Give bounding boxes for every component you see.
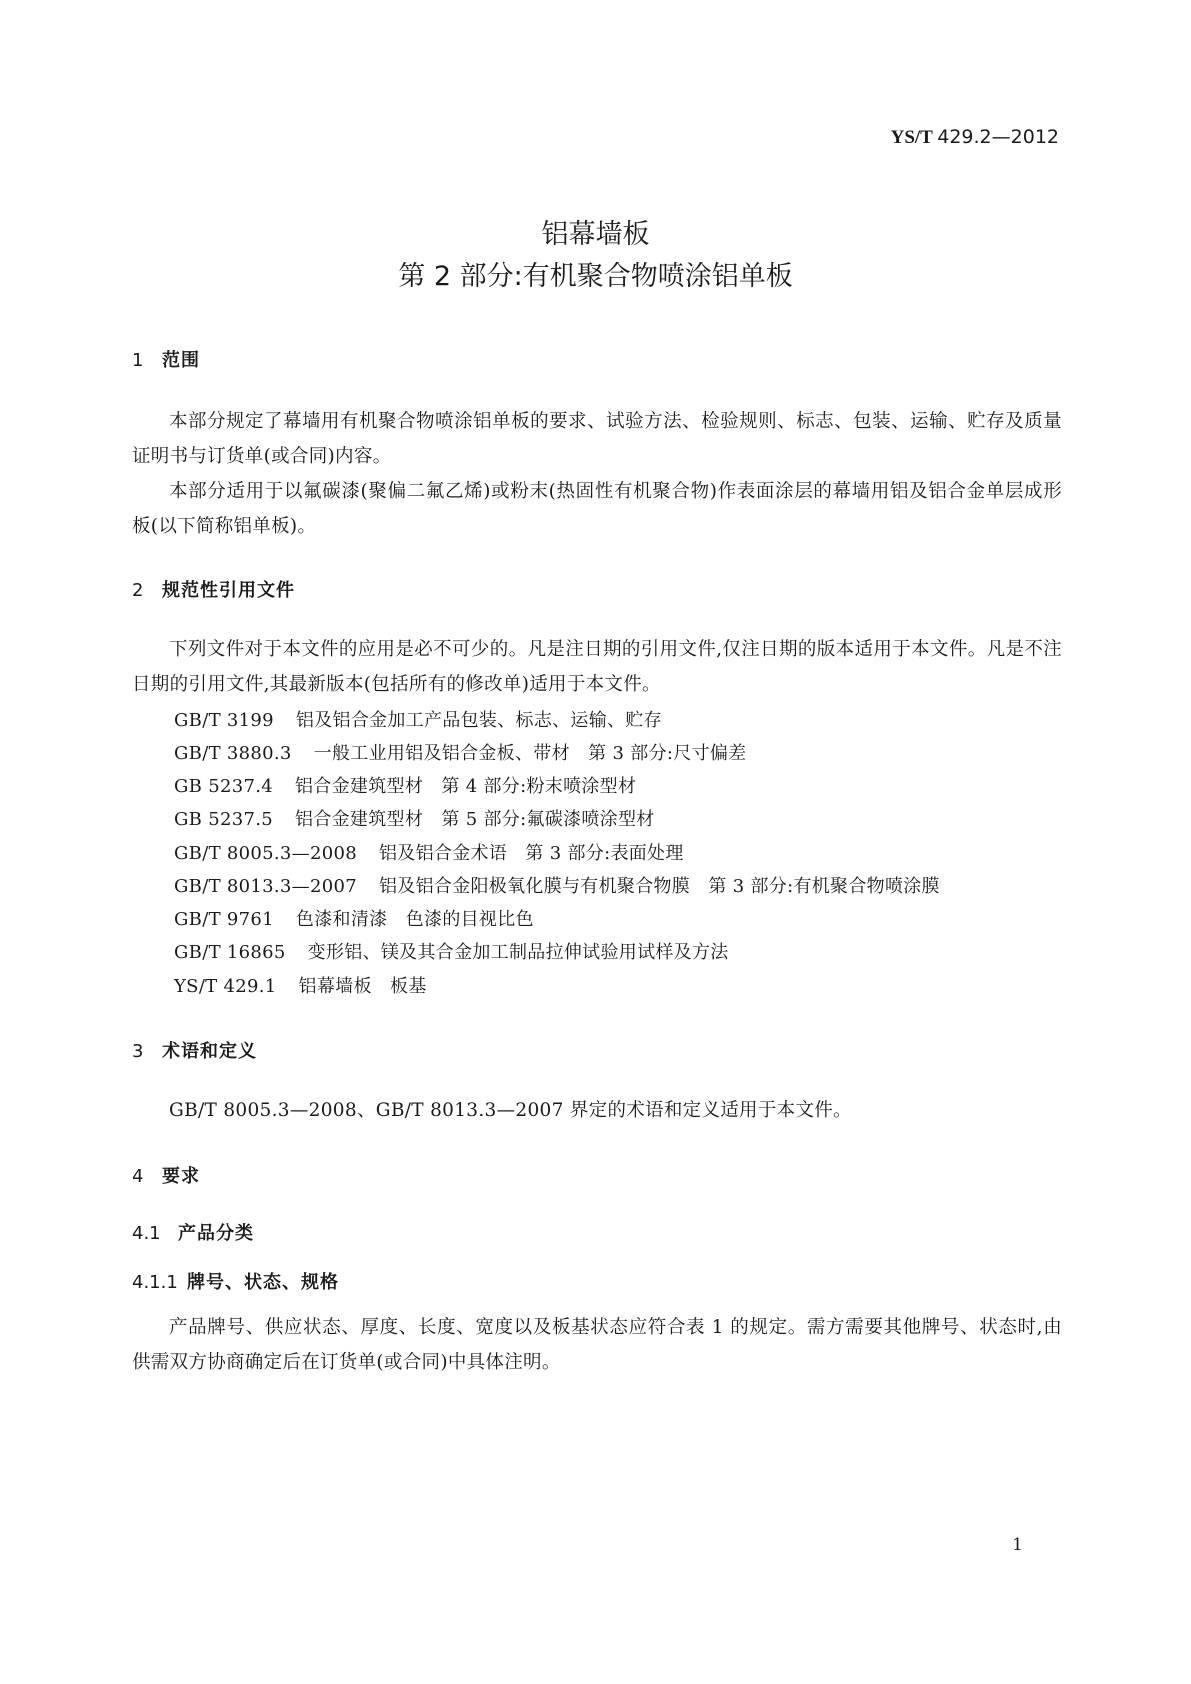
standard-code	[891, 126, 1059, 149]
reference-code: GB/T 8013.3—2007	[174, 876, 357, 897]
section-title: 范围	[162, 350, 200, 371]
section-2-heading	[132, 576, 295, 602]
section-title: 术语和定义	[162, 1041, 257, 1062]
reference-title: 一般工业用铝及铝合金板、带材 第 3 部分:尺寸偏差	[313, 743, 747, 764]
section-title: 规范性引用文件	[162, 580, 295, 601]
standard-number: 429.2—2012	[937, 126, 1059, 148]
section-number: 4.1	[132, 1223, 161, 1244]
reference-item	[174, 972, 427, 998]
section-title: 产品分类	[178, 1223, 254, 1244]
reference-code: YS/T 429.1	[174, 976, 277, 997]
reference-code: GB/T 9761	[174, 909, 274, 930]
section-3-heading	[132, 1037, 257, 1063]
reference-title: 色漆和清漆 色漆的目视比色	[295, 909, 534, 930]
section-1-heading	[132, 346, 200, 372]
reference-code: GB 5237.4	[174, 776, 274, 797]
standard-prefix: YS/T	[890, 127, 933, 148]
reference-code: GB/T 8005.3—2008	[174, 843, 357, 864]
section-title: 要求	[162, 1166, 200, 1187]
section-4-1-1-paragraph: 产品牌号、供应状态、厚度、长度、宽度以及板基状态应符合表 1 的规定。需方需要其他牌号、状态时,由供需双方协商确定后在订货单(或合同)中具体注明。	[132, 1317, 1062, 1373]
reference-title: 铝合金建筑型材 第 4 部分:粉末喷涂型材	[295, 776, 637, 797]
reference-code: GB/T 3880.3	[174, 743, 292, 764]
section-2-intro: 下列文件对于本文件的应用是必不可少的。凡是注日期的引用文件,仅注日期的版本适用于本文件。凡是不注日期的引用文件,其最新版本(包括所有的修改单)适用于本文件。	[132, 639, 1062, 695]
section-4-1-heading	[132, 1219, 254, 1245]
section-number: 4.1.1	[132, 1272, 178, 1293]
section-title: 牌号、状态、规格	[187, 1272, 339, 1293]
document-title-line1: 铝幕墙板	[541, 219, 650, 250]
section-number: 2	[132, 580, 144, 601]
reference-item	[174, 739, 746, 765]
page-number: 1	[1012, 1535, 1023, 1555]
section-number: 1	[132, 350, 144, 371]
reference-title: 变形铝、镁及其合金加工制品拉伸试验用试样及方法	[307, 942, 729, 963]
reference-item	[174, 839, 684, 865]
section-3-paragraph: GB/T 8005.3—2008、GB/T 8013.3—2007 界定的术语和定义适用于本文件。	[169, 1100, 852, 1121]
document-title-line2: 第 2 部分:有机聚合物喷涂铝单板	[398, 261, 793, 292]
reference-title: 铝合金建筑型材 第 5 部分:氟碳漆喷涂型材	[295, 809, 655, 830]
section-1-paragraph-2: 本部分适用于以氟碳漆(聚偏二氟乙烯)或粉末(热固性有机聚合物)作表面涂层的幕墙用铝及铝合金单层成形板(以下简称铝单板)。	[132, 481, 1062, 537]
reference-item	[174, 872, 940, 898]
reference-item	[174, 938, 729, 964]
reference-title: 铝及铝合金术语 第 3 部分:表面处理	[379, 843, 684, 864]
section-1-paragraph-1: 本部分规定了幕墙用有机聚合物喷涂铝单板的要求、试验方法、检验规则、标志、包装、运输、贮存及质量证明书与订货单(或合同)内容。	[132, 411, 1062, 467]
reference-code: GB 5237.5	[174, 809, 274, 830]
reference-title: 铝及铝合金阳极氧化膜与有机聚合物膜 第 3 部分:有机聚合物喷涂膜	[379, 876, 940, 897]
reference-title: 铝及铝合金加工产品包装、标志、运输、贮存	[295, 710, 662, 731]
section-number: 3	[132, 1041, 144, 1062]
reference-item	[174, 905, 534, 931]
reference-item	[174, 706, 662, 732]
reference-code: GB/T 16865	[174, 942, 286, 963]
section-4-1-1-heading	[132, 1268, 339, 1294]
section-4-heading	[132, 1162, 200, 1188]
reference-item	[174, 772, 636, 798]
reference-code: GB/T 3199	[174, 710, 274, 731]
reference-item	[174, 805, 655, 831]
reference-title: 铝幕墙板 板基	[298, 976, 427, 997]
section-number: 4	[132, 1166, 144, 1187]
